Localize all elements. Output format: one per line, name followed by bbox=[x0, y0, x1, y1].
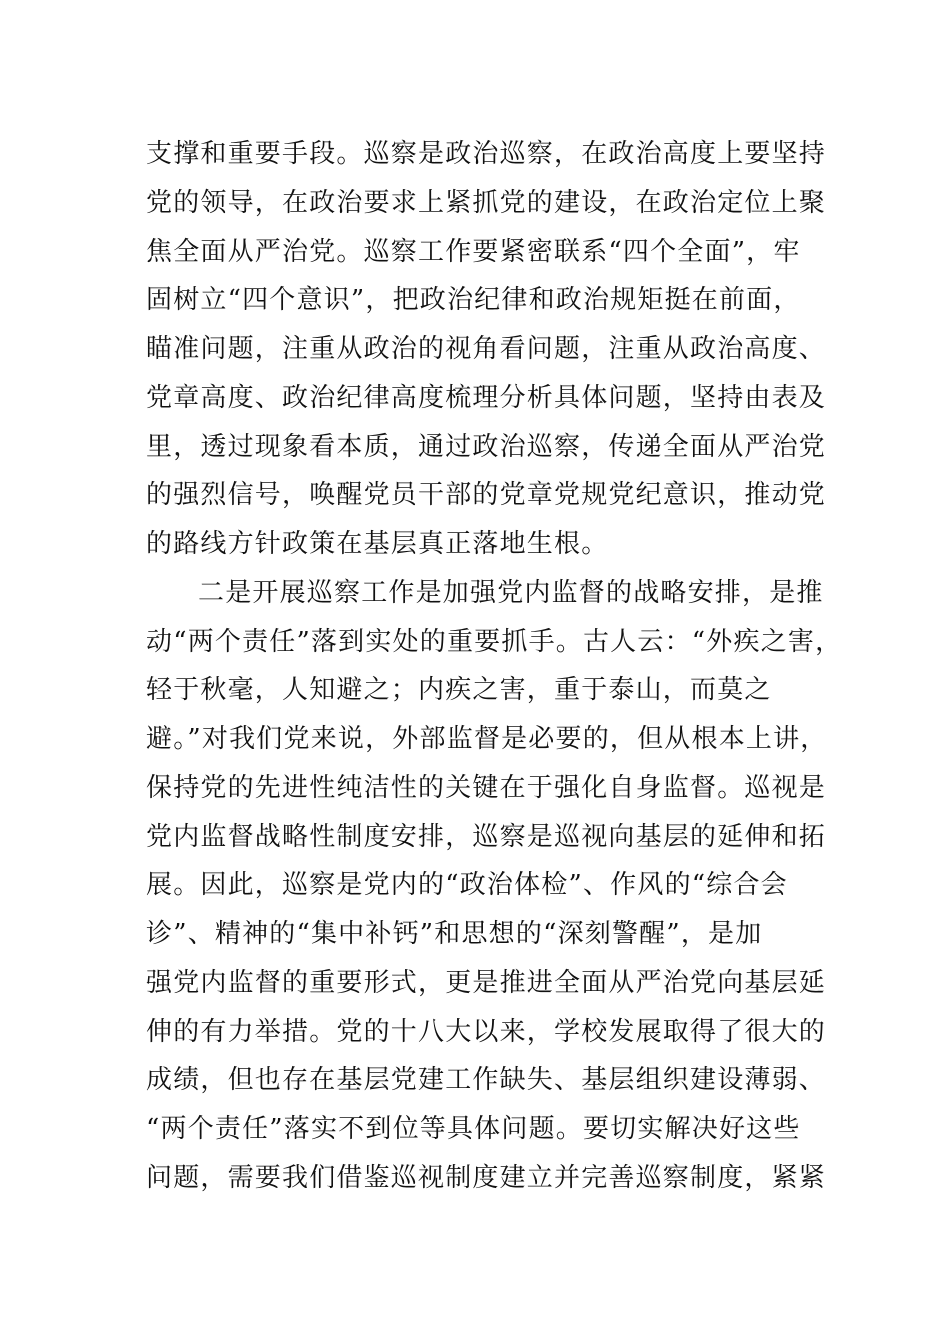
text-line: 问题，需要我们借鉴巡视制度建立并完善巡察制度，紧紧 bbox=[146, 1162, 827, 1193]
text-line: 保持党的先进性纯洁性的关键在于强化自身监督。巡视是 bbox=[146, 772, 827, 803]
text-line: 焦全面从严治党。巡察工作要紧密联系“四个全面”，牢 bbox=[146, 236, 801, 267]
text-line: 展。因此，巡察是党内的“政治体检”、作风的“综合会 bbox=[146, 870, 788, 901]
text-line: 的强烈信号，唤醒党员干部的党章党规党纪意识，推动党 bbox=[146, 480, 827, 511]
text-line: “两个责任”落实不到位等具体问题。要切实解决好这些 bbox=[146, 1114, 801, 1144]
text-line: 轻于秋毫，人知避之；内疾之害，重于泰山，而莫之 bbox=[146, 675, 772, 706]
text-line: 支撑和重要手段。巡察是政治巡察，在政治高度上要坚持 bbox=[146, 139, 827, 169]
text-line: 里，透过现象看本质，通过政治巡察，传递全面从严治党 bbox=[146, 431, 827, 462]
text-line: 强党内监督的重要形式，更是推进全面从严治党向基层延 bbox=[146, 967, 827, 998]
text-line: 党的领导，在政治要求上紧抓党的建设，在政治定位上聚 bbox=[146, 187, 827, 218]
paragraph-start-line: 二是开展巡察工作是加强党内监督的战略安排，是推 bbox=[198, 577, 824, 608]
text-line: 避。”对我们党来说，外部监督是必要的，但从根本上讲， bbox=[146, 724, 828, 754]
text-line: 动“两个责任”落到实处的重要抓手。古人云：“外疾之害， bbox=[146, 626, 843, 657]
text-line: 固树立“四个意识”，把政治纪律和政治规矩挺在前面， bbox=[146, 285, 801, 316]
text-line: 诊”、精神的“集中补钙”和思想的“深刻警醒”，是加 bbox=[146, 919, 763, 949]
text-line: 瞄准问题，注重从政治的视角看问题，注重从政治高度、 bbox=[146, 334, 827, 364]
text-line: 的路线方针政策在基层真正落地生根。 bbox=[146, 529, 609, 559]
text-line: 伸的有力举措。党的十八大以来，学校发展取得了很大的 bbox=[146, 1016, 827, 1047]
text-line: 成绩，但也存在基层党建工作缺失、基层组织建设薄弱、 bbox=[146, 1065, 827, 1096]
text-line: 党章高度、政治纪律高度梳理分析具体问题，坚持由表及 bbox=[146, 382, 827, 413]
text-line: 党内监督战略性制度安排，巡察是巡视向基层的延伸和拓 bbox=[146, 821, 827, 852]
document-body bbox=[146, 130, 843, 1203]
